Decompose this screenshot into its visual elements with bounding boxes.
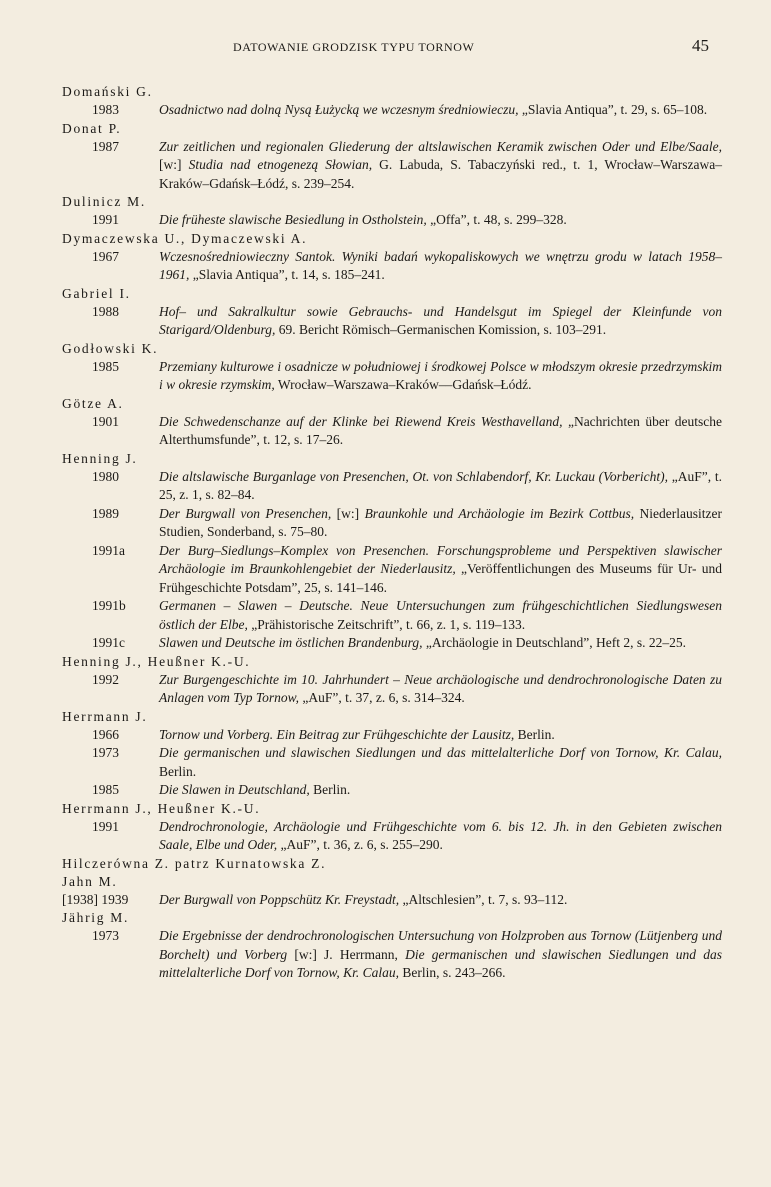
bib-details: „Offa”, t. 48, s. 299–328. — [426, 212, 567, 227]
bib-details: G. Labuda, S. Tabaczyński red., t. 1, Wrocław–Warszawa–Kraków–Gdańsk–Łódź, s. 239–254. — [159, 157, 722, 191]
bib-year: [1938] 1939 — [62, 891, 129, 907]
bib-reference — [159, 505, 722, 542]
bib-title: Tornow und Vorberg. Ein Beitrag zur Frühgeschichte der Lausitz, — [159, 726, 515, 742]
bib-entry — [62, 505, 722, 542]
bib-details: „AuF”, t. 25, z. 1, s. 82–84. — [159, 468, 722, 502]
bib-reference — [159, 248, 722, 285]
bib-year: 1988 — [92, 303, 119, 319]
bib-entry — [62, 101, 722, 120]
bib-author: Donat P. — [62, 120, 122, 136]
bib-entry — [62, 358, 722, 395]
bib-reference — [159, 891, 722, 910]
bib-author: Jahn M. — [62, 873, 118, 889]
bib-details: [w:] — [331, 505, 365, 521]
bib-title: Der Burgwall von Presenchen, — [159, 505, 332, 521]
bib-year: 1983 — [92, 102, 119, 117]
bib-title: Studia nad etnogenezą Słowian, — [188, 157, 373, 172]
bib-reference — [159, 634, 722, 653]
bib-title: Przemiany kulturowe i osadnicze w południowej i środkowej Polsce w młodszym okresie przedrzymskim i w okresie rzymskim, — [159, 358, 722, 392]
bib-title: Zur Burgengeschichte im 10. Jahrhundert – Neue archäologische und dendrochronologische Daten zu Anlagen vom Typ Tornow, — [159, 671, 722, 705]
bib-author: Dymaczewska U., Dymaczewski A. — [62, 230, 308, 246]
bib-author: Godłowski K. — [62, 340, 159, 356]
bib-details: „Slavia Antiqua”, t. 29, s. 65–108. — [518, 102, 708, 117]
bib-year: 1967 — [92, 248, 119, 264]
bib-entry — [62, 303, 722, 340]
bib-reference — [159, 138, 722, 194]
bib-reference — [159, 358, 722, 395]
bib-details: Berlin. — [309, 782, 351, 797]
bib-details: Berlin, s. 243–266. — [399, 965, 506, 980]
bib-details: Niederlausitzer Studien, Sonderband, s. 75–80. — [159, 505, 722, 539]
bib-year: 1985 — [92, 358, 119, 374]
bib-year: 1991a — [92, 542, 125, 558]
bib-title: Germanen – Slawen – Deutsche. Neue Untersuchungen zum frühgeschichtlichen Siedlungswesen östlich der Elbe, — [159, 598, 722, 632]
bib-title: Zur zeitlichen und regionalen Gliederung der altslawischen Keramik zwischen Oder und Elbe/Saale, — [159, 138, 722, 154]
bib-entry — [62, 927, 722, 983]
bib-title: Die germanischen und slawischen Siedlungen und das mittelalterliche Dorf von Tornow, Kr. Calau, — [159, 745, 722, 760]
bib-author: Dulinicz M. — [62, 194, 146, 209]
bib-author: Henning J. — [62, 450, 138, 466]
bib-entry — [62, 726, 722, 745]
bib-year: 1991 — [92, 818, 119, 834]
bib-details: Berlin. — [514, 726, 555, 742]
bib-details: 69. Bericht Römisch–Germanischen Komission, s. 103–291. — [275, 322, 607, 337]
bib-author: Domański G. — [62, 84, 153, 99]
bib-entry — [62, 468, 722, 505]
bibliography — [62, 83, 722, 983]
bib-entry — [62, 597, 722, 634]
bib-entry — [62, 671, 722, 708]
bib-title: Dendrochronologie, Archäologie und Frühgeschichte vom 6. bis 12. Jh. in den Gebieten zwischen Saale, Elbe und Oder, — [159, 818, 722, 852]
bib-title: Wczesnośredniowieczny Santok. Wyniki badań wykopaliskowych we wnętrzu grodu w latach 1958–1961, — [159, 248, 722, 282]
bib-year: 1989 — [92, 505, 119, 521]
bib-details: „AuF”, t. 36, z. 6, s. 255–290. — [277, 837, 443, 852]
running-title: DATOWANIE GRODZISK TYPU TORNOW — [233, 40, 475, 54]
bib-year: 1985 — [92, 782, 119, 797]
bib-author: Henning J., Heußner K.-U. — [62, 653, 251, 669]
bib-title: Die Slawen in Deutschland, — [159, 782, 310, 797]
bib-entry — [62, 634, 722, 653]
bib-title: Die germanischen und slawischen Siedlungen und das mittelalterliche Dorf von Tornow, Kr. Calau, — [159, 946, 722, 980]
bib-title: Die früheste slawische Besiedlung in Ostholstein, — [159, 212, 427, 227]
bib-title: Der Burgwall von Poppschütz Kr. Freystadt, — [159, 891, 400, 907]
bib-entry — [62, 542, 722, 598]
bib-author: Hilczerówna Z. patrz Kurnatowska Z. — [62, 855, 327, 871]
bib-details: „AuF”, t. 37, z. 6, s. 314–324. — [299, 690, 465, 705]
bib-author: Götze A. — [62, 395, 124, 411]
bib-reference — [159, 671, 722, 708]
bib-reference — [159, 303, 722, 340]
bib-details: „Prähistorische Zeitschrift”, t. 66, z. 1, s. 119–133. — [247, 616, 526, 632]
bib-year: 1966 — [92, 726, 119, 742]
bib-reference — [159, 101, 722, 120]
bib-details: „Altschlesien”, t. 7, s. 93–112. — [399, 891, 568, 907]
bib-year: 1992 — [92, 671, 119, 687]
bib-reference — [159, 818, 722, 855]
bib-year: 1991c — [92, 635, 125, 650]
bib-reference — [159, 413, 722, 450]
bib-year: 1991b — [92, 598, 126, 613]
bib-reference — [159, 927, 722, 983]
bib-reference — [159, 542, 722, 598]
bib-year: 1973 — [92, 928, 119, 943]
bib-year: 1991 — [92, 212, 119, 227]
bib-author: Herrmann J., Heußner K.-U. — [62, 800, 261, 816]
bib-year: 1973 — [92, 745, 119, 760]
bib-entry — [62, 818, 722, 855]
bib-year: 1901 — [92, 413, 119, 429]
bib-year: 1987 — [92, 138, 119, 154]
bib-title: Slawen und Deutsche im östlichen Brandenburg, — [159, 635, 423, 650]
bib-title: Die Ergebnisse der dendrochronologischen Untersuchung von Holzproben aus Tornow (Lütjenberg und Borchelt) und Vorberg — [159, 928, 722, 962]
bib-title: Der Burg–Siedlungs–Komplex von Presenchen. Forschungsprobleme und Perspektiven slawischer Archäologie im Braunkohlengebiet der Niederlausitz, — [159, 542, 722, 576]
bib-details: Wrocław–Warszawa–Kraków––Gdańsk–Łódź. — [274, 377, 532, 392]
bib-details: „Veröffentlichungen des Museums für Ur- und Frühgeschichte Potsdam”, 25, s. 141–146. — [159, 561, 723, 595]
bib-year: 1980 — [92, 468, 119, 484]
bib-reference — [159, 744, 722, 781]
bib-details: „Slavia Antiqua”, t. 14, s. 185–241. — [189, 267, 385, 282]
bib-entry — [62, 781, 722, 800]
bib-details: Berlin. — [159, 763, 197, 779]
bib-entry — [62, 413, 722, 450]
bib-title: Die altslawische Burganlage von Presenchen, Ot. von Schlabendorf, Kr. Luckau (Vorbericht), — [159, 468, 669, 484]
bib-reference — [159, 726, 722, 745]
running-head — [0, 36, 771, 56]
bib-entry — [62, 248, 722, 285]
bib-reference — [159, 597, 722, 634]
bib-details: [w:] — [159, 157, 189, 172]
bib-entry — [62, 744, 722, 781]
bib-reference — [159, 211, 722, 230]
bib-entry — [62, 138, 722, 194]
bib-details: [w:] J. Herrmann, — [287, 946, 406, 962]
bib-details: „Archäologie in Deutschland”, Heft 2, s. 22–25. — [422, 635, 687, 650]
bib-author: Jährig M. — [62, 910, 130, 925]
bib-title: Braunkohle und Archäologie im Bezirk Cottbus, — [364, 505, 635, 521]
page-number: 45 — [692, 36, 709, 55]
bib-entry — [62, 211, 722, 230]
bib-reference — [159, 781, 722, 800]
bib-entry — [62, 891, 722, 910]
bib-title: Die Schwedenschanze auf der Klinke bei Riewend Kreis Westhavelland, — [159, 413, 563, 429]
bib-author: Gabriel I. — [62, 285, 131, 301]
bib-details: „Nachrichten über deutsche Alterthumsfunde”, t. 12, s. 17–26. — [159, 413, 722, 447]
bib-title: Osadnictwo nad dolną Nysą Łużycką we wczesnym średniowieczu, — [159, 102, 519, 117]
bib-title: Hof– und Sakralkultur sowie Gebrauchs- und Handelsgut im Spiegel der Kleinfunde von Starigard/Oldenburg, — [159, 303, 722, 337]
bib-reference — [159, 468, 722, 505]
bib-author: Herrmann J. — [62, 708, 148, 724]
